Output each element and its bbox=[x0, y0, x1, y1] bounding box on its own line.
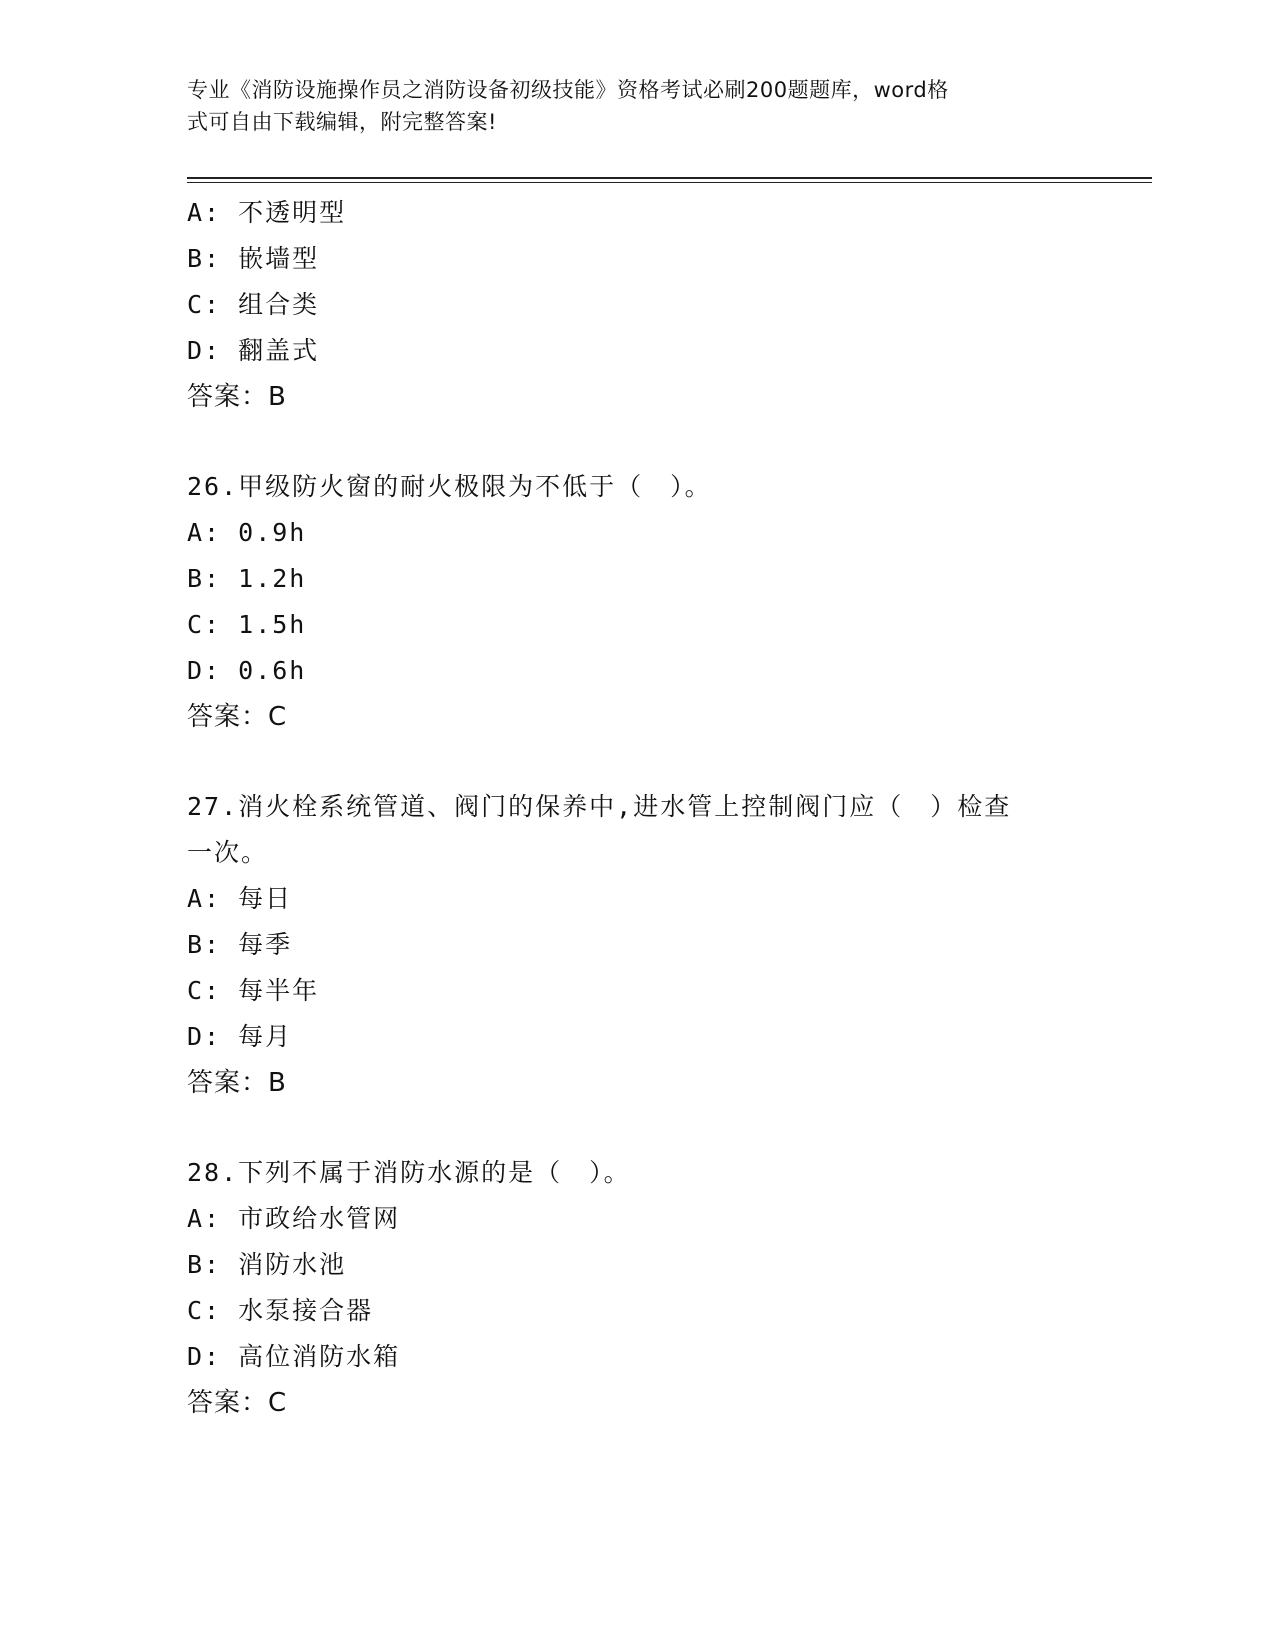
option-a: A: 不透明型 bbox=[187, 198, 347, 227]
spacer bbox=[187, 1106, 1087, 1150]
answer: 答案：C bbox=[187, 1388, 288, 1418]
option-c: C: 1.5h bbox=[187, 610, 307, 639]
option-d: D: 高位消防水箱 bbox=[187, 1342, 401, 1371]
answer: 答案：B bbox=[187, 1068, 287, 1098]
question-block-28 bbox=[187, 1150, 1087, 1426]
option-b: B: 每季 bbox=[187, 930, 293, 959]
option-d: D: 0.6h bbox=[187, 656, 307, 685]
option-b: B: 嵌墙型 bbox=[187, 244, 320, 273]
option-d: D: 翻盖式 bbox=[187, 336, 320, 365]
option-a: A: 每日 bbox=[187, 884, 293, 913]
question-block-27 bbox=[187, 784, 1087, 1106]
question-text: 28.下列不属于消防水源的是（ ）。 bbox=[187, 1158, 631, 1187]
question-block-26 bbox=[187, 464, 1087, 740]
header-divider-thick bbox=[187, 177, 1152, 179]
spacer bbox=[187, 420, 1087, 464]
option-a: A: 0.9h bbox=[187, 518, 307, 547]
header-title-line-1: 专业《消防设施操作员之消防设备初级技能》资格考试必刷200题题库，word格 bbox=[187, 78, 949, 102]
question-text: 26.甲级防火窗的耐火极限为不低于（ ）。 bbox=[187, 472, 712, 501]
option-c: C: 水泵接合器 bbox=[187, 1296, 374, 1325]
answer: 答案：B bbox=[187, 382, 287, 412]
document-header bbox=[187, 74, 1087, 138]
option-b: B: 消防水池 bbox=[187, 1250, 347, 1279]
question-text-line-1: 27.消火栓系统管道、阀门的保养中,进水管上控制阀门应（ ）检查 bbox=[187, 792, 1012, 821]
header-divider-thin bbox=[187, 182, 1152, 183]
option-a: A: 市政给水管网 bbox=[187, 1204, 401, 1233]
option-c: C: 组合类 bbox=[187, 290, 320, 319]
option-c: C: 每半年 bbox=[187, 976, 320, 1005]
question-block-25 bbox=[187, 190, 1087, 420]
question-list bbox=[187, 190, 1087, 1426]
spacer bbox=[187, 740, 1087, 784]
header-title-line-2: 式可自由下载编辑，附完整答案! bbox=[187, 110, 497, 134]
option-b: B: 1.2h bbox=[187, 564, 307, 593]
answer: 答案：C bbox=[187, 702, 288, 732]
option-d: D: 每月 bbox=[187, 1022, 293, 1051]
question-text-line-2: 一次。 bbox=[187, 838, 269, 867]
